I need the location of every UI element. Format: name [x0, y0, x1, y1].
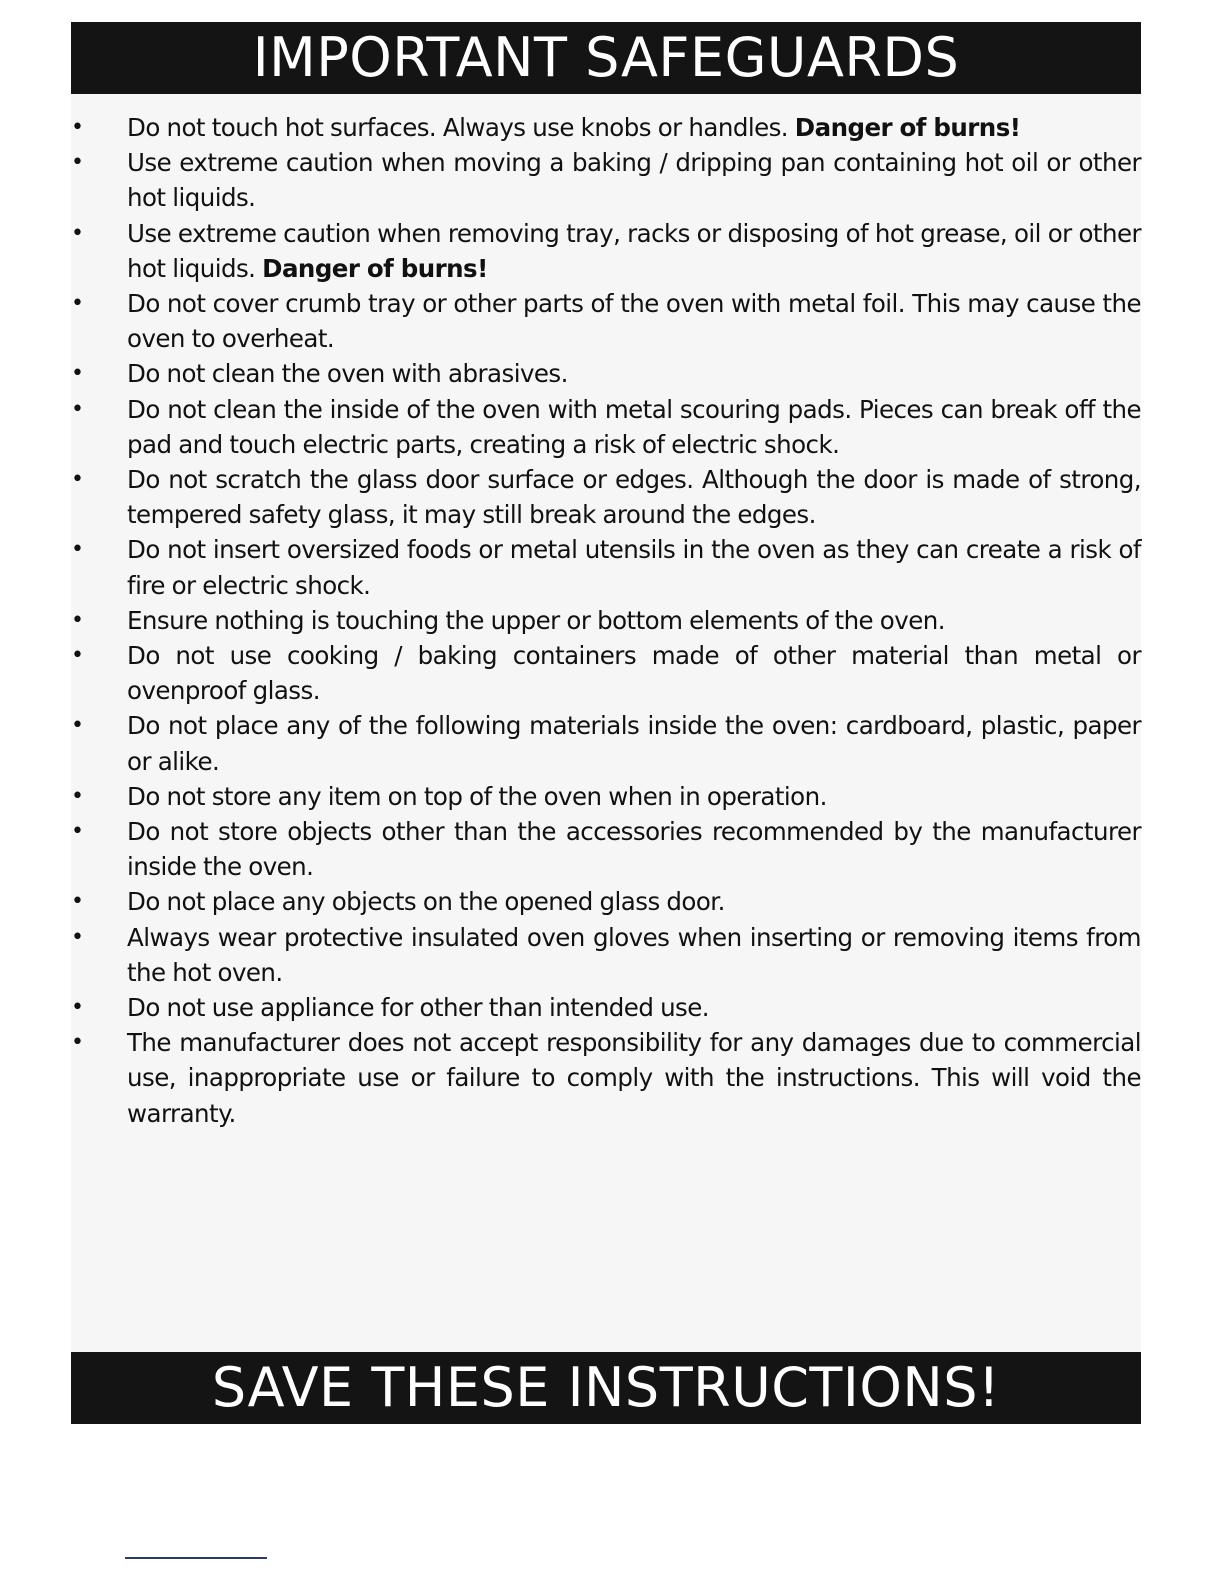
bullet-icon: •	[71, 889, 84, 915]
danger-warning: Danger of burns!	[794, 113, 1021, 142]
item-text: Ensure nothing is touching the upper or bottom elements of the oven.	[127, 605, 945, 635]
bullet-icon: •	[71, 995, 84, 1021]
bullet-icon: •	[71, 220, 84, 246]
item-text: Do not clean the oven with abrasives.	[127, 359, 568, 389]
bullet-icon: •	[71, 713, 84, 739]
bullet-icon: •	[71, 643, 84, 669]
list-item	[71, 814, 1141, 884]
item-text: Do not use cooking / baking containers made of other material than metal or ovenproof glass.	[127, 641, 1141, 706]
bullet-icon: •	[71, 115, 84, 140]
list-item	[71, 990, 1141, 1025]
bullet-icon: •	[71, 291, 84, 317]
item-text: Do not scratch the glass door surface or edges. Although the door is made of strong, tempered safety glass, it may still break around the edges.	[127, 465, 1141, 530]
list-item	[71, 1025, 1141, 1131]
item-text: Do not cover crumb tray or other parts of the oven with metal foil. This may cause the oven to overheat.	[127, 289, 1141, 354]
list-item	[71, 708, 1141, 778]
list-item	[71, 392, 1141, 462]
bullet-icon: •	[71, 150, 84, 176]
item-text: Do not insert oversized foods or metal utensils in the oven as they can create a risk of fire or electric shock.	[127, 535, 1141, 600]
item-text: Use extreme caution when moving a baking / dripping pan containing hot oil or other hot liquids.	[127, 148, 1141, 213]
list-item	[71, 920, 1141, 990]
item-text: Do not place any of the following materials inside the oven: cardboard, plastic, paper or alike.	[127, 711, 1141, 776]
item-text: Use extreme caution when removing tray, racks or disposing of hot grease, oil or other hot liquids.	[127, 218, 1141, 283]
item-text: Do not clean the inside of the oven with metal scouring pads. Pieces can break off the pad and touch electric parts, creating a risk of electric shock.	[127, 394, 1141, 459]
item-text: Do not store objects other than the accessories recommended by the manufacturer inside the oven.	[127, 817, 1141, 882]
item-text: Always wear protective insulated oven gloves when inserting or removing items from the hot oven.	[127, 922, 1141, 987]
page-title: IMPORTANT SAFEGUARDS	[71, 22, 1141, 94]
list-item	[71, 603, 1141, 638]
bullet-icon: •	[71, 361, 84, 387]
list-item	[71, 638, 1141, 708]
list-item	[71, 884, 1141, 919]
safeguard-list	[71, 110, 1141, 1131]
danger-warning: Danger of burns!	[262, 253, 488, 283]
list-item	[71, 779, 1141, 814]
list-item	[71, 110, 1141, 145]
list-item	[71, 286, 1141, 356]
item-text: Do not use appliance for other than intended use.	[127, 993, 710, 1023]
bullet-icon: •	[71, 467, 84, 493]
save-instructions-banner: SAVE THESE INSTRUCTIONS!	[71, 1352, 1141, 1424]
item-text: Do not place any objects on the opened glass door.	[127, 887, 725, 917]
bullet-icon: •	[71, 819, 84, 845]
item-text: Do not store any item on top of the oven when in operation.	[127, 781, 827, 811]
list-item	[71, 462, 1141, 532]
bullet-icon: •	[71, 607, 84, 633]
footer-divider	[125, 1557, 267, 1559]
list-item	[71, 356, 1141, 391]
bullet-icon: •	[71, 396, 84, 422]
bullet-icon: •	[71, 1030, 84, 1056]
list-item	[71, 532, 1141, 602]
item-text: Do not touch hot surfaces. Always use knobs or handles.	[127, 113, 795, 142]
list-item	[71, 145, 1141, 215]
list-item	[71, 216, 1141, 286]
bullet-icon: •	[71, 537, 84, 563]
item-text: The manufacturer does not accept responsibility for any damages due to commercial use, inappropriate use or failure to comply with the instructions. This will void the warranty.	[127, 1028, 1141, 1128]
bullet-icon: •	[71, 783, 84, 809]
bullet-icon: •	[71, 924, 84, 950]
